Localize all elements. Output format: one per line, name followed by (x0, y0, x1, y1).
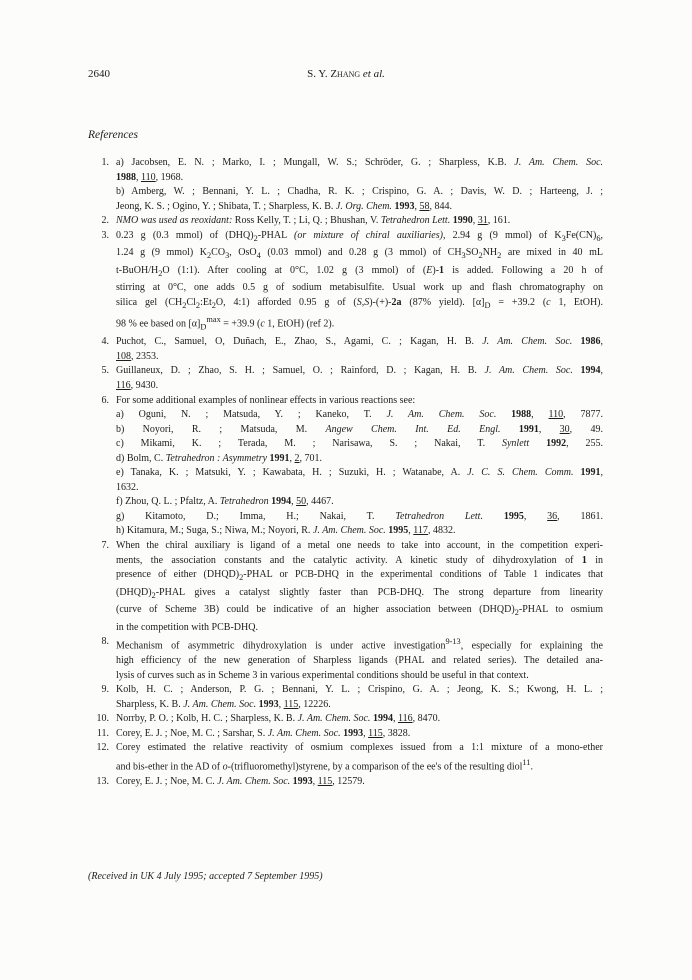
reference-line: $t-BuOH/H_2O$ (1:1). After cooling at 0°C, 1.02 g (3 mmol) of (E)-1 is added. Following a 20 h of (116, 264, 604, 278)
author-surname-small-caps: hang (337, 68, 361, 80)
reference-line: For some additional examples of nonlinear effects in various reactions see: (116, 394, 416, 406)
reference-line: d) Bolm, C. Tetrahedron : Asymmetry 1991, 2, 701. (116, 452, 323, 464)
reference-item (88, 335, 603, 364)
reference-number: 8. (101, 636, 109, 648)
reference-line: a) Jacobsen, E. N. ; Marko, I. ; Mungall, W. S.; Schröder, G. ; Sharpless, K.B. J. Am. Chem. Soc. (116, 157, 604, 168)
reference-line: NMO was used as reoxidant: Ross Kelly, T. ; Li, Q. ; Bhushan, V. Tetrahedron Lett. 1990, 31, 161. (116, 215, 511, 227)
reference-number: 12. (96, 742, 109, 754)
reference-item (88, 712, 603, 727)
reference-line: 1632. (116, 481, 139, 493)
reference-item (88, 775, 603, 790)
reference-number: 1. (101, 157, 109, 168)
reference-number: 5. (101, 365, 109, 377)
reference-line: a) Oguni, N. ; Matsuda, Y. ; Kaneko, T. J. Am. Chem. Soc. 1988, 110, 7877. (116, 409, 603, 421)
reference-line: Puchot, C., Samuel, O, Duñach, E., Zhao, S., Agami, C. ; Kagan, H. B. J. Am. Chem. Soc. 1986, (116, 336, 603, 348)
reference-line: (curve of Scheme 3B) could be indicative of an higher association between $(DHQD)_2$-PHAL to osmium (116, 604, 604, 618)
reference-line: c) Mikami, K. ; Terada, M. ; Narisawa, S. ; Nakai, T. Synlett 1992, 255. (116, 438, 604, 450)
reference-line: Norrby, P. O. ; Kolb, H. C. ; Sharpless, K. B. J. Am. Chem. Soc. 1994, 116, 8470. (116, 713, 441, 725)
reference-line: and bis-ether in the AD of o-(trifluoromethyl)styrene, by a comparison of the ee's of the resulting diol$^{11}$. (116, 757, 533, 773)
reference-number: 7. (101, 540, 109, 551)
reference-number: 10. (96, 713, 109, 725)
reference-line: stirring at 0°C, one adds 0.5 g of sodium metabisulfite. Usual work up and flash chromatography on (116, 282, 603, 294)
reference-item (88, 156, 603, 214)
reference-number: 4. (101, 336, 109, 348)
reference-item (88, 229, 603, 336)
reference-line: 98 % ee based on $[\alpha]_D^{max} = +39.9$ (c 1, EtOH) (ref 2). (116, 315, 335, 332)
reference-line: ments, the association constants and the catalytic activity. A kinetic study of dihydroxylation of 1 in (116, 554, 603, 566)
reference-line: Jeong, K. S. ; Ogino, Y. ; Shibata, T. ; Sharpless, K. B. J. Org. Chem. 1993, 58, 844. (116, 200, 452, 212)
reference-line: Mechanism of asymmetric dihydroxylation is under active investigation$^{9-13}$, especially for explaining the (116, 637, 603, 652)
author-initials: S. Y. Z (307, 68, 338, 80)
reference-line: h) Kitamura, M.; Suga, S.; Niwa, M.; Noyori, R. J. Am. Chem. Soc. 1995, 117, 4832. (116, 525, 456, 537)
reference-item (88, 364, 603, 393)
reference-line: Kolb, H. C. ; Anderson, P. G. ; Bennani, Y. L. ; Crispino, G. A. ; Jeong, K. S.; Kwong, H. L. ; (116, 684, 603, 696)
reference-number: 3. (101, 229, 109, 241)
reference-line: in the competition with PCB-DHQ. (116, 621, 258, 633)
section-title: References (88, 129, 139, 141)
reference-line: 108, 2353. (116, 350, 159, 362)
reference-line: $(DHQD)_2$-PHAL gives a catalyst slightly faster than PCB-DHQ. The strong departure from linearity (116, 586, 603, 600)
reference-line: presence of either $(DHQD)_2$-PHAL or PCB-DHQ in the experimental conditions of Table 1 indicates that (116, 569, 603, 583)
reference-item (88, 394, 603, 539)
reference-number: 2. (101, 215, 109, 227)
reference-line: silica gel ($CH_2Cl_2:Et_2O$, 4:1) afforded 0.95 g of (S,S)-(+)-2a (87% yield). $[\alpha]_D = +39.2$ (c 1, EtOH). (116, 296, 603, 310)
reference-item (88, 741, 603, 774)
reference-number: 6. (101, 394, 109, 406)
reference-item (88, 727, 603, 742)
reference-line: Corey estimated the relative reactivity of osmium complexes issued from a 1:1 mixture of a mono-ether (116, 742, 603, 754)
reference-line: e) Tanaka, K. ; Matsuki, Y. ; Kawabata, H. ; Suzuki, H. ; Watanabe, A. J. C. S. Chem. Comm. 1991, (116, 467, 603, 479)
reference-line: 116, 9430. (116, 379, 159, 391)
reference-line: 1988, 110, 1968. (116, 171, 184, 183)
reference-line: b) Amberg, W. ; Bennani, Y. L. ; Chadha, R. K. ; Crispino, G. A. ; Davis, W. D. ; Harteeng, J. ; (116, 186, 603, 198)
received-note: (Received in UK 4 July 1995; accepted 7 September 1995) (88, 871, 323, 882)
reference-line: Sharpless, K. B. J. Am. Chem. Soc. 1993, 115, 12226. (116, 698, 331, 710)
et-al: et al. (360, 68, 385, 80)
reference-line: b) Noyori, R. ; Matsuda, M. Angew Chem. Int. Ed. Engl. 1991, 30, 49. (116, 423, 604, 435)
reference-line: g) Kitamoto, D.; Imma, H.; Nakai, T. Tetrahedron Lett. 1995, 36, 1861. (116, 510, 603, 522)
running-header (0, 68, 692, 84)
reference-item (88, 635, 603, 683)
reference-line: When the chiral auxiliary is ligand of a metal one needs to take into account, in the competition experi- (116, 540, 603, 551)
reference-line: 0.23 g (0.3 mmol) of $(DHQ)_2$-PHAL (or mixture of chiral auxiliaries), 2.94 g (9 mmol) of $K_3Fe(CN)_6$, (116, 229, 604, 243)
reference-item (88, 683, 603, 712)
reference-line: high efficiency of the new generation of Sharpless ligands (PHAL and related series). The detailed ana- (116, 655, 603, 667)
running-title (0, 68, 692, 80)
reference-line: lysis of curves such as in Scheme 3 in various experimental conditions should be useful in that context. (116, 669, 529, 681)
reference-item (88, 539, 603, 635)
reference-number: 11. (96, 727, 109, 739)
reference-line: Guillaneux, D. ; Zhao, S. H. ; Samuel, O. ; Rainford, D. ; Kagan, H. B. J. Am. Chem. Soc. 1994, (116, 365, 604, 377)
reference-line: f) Zhou, Q. L. ; Pfaltz, A. Tetrahedron 1994, 50, 4467. (116, 496, 334, 508)
reference-line: 1.24 g (9 mmol) $K_2CO_3$, OsO$_4$ (0.03 mmol) and 0.28 g (3 mmol) of $CH_3SO_2NH_2$ are mixed in 40 mL (116, 247, 604, 261)
reference-item (88, 214, 603, 229)
page-number: 2640 (88, 68, 110, 80)
reference-number: 9. (101, 684, 109, 696)
reference-line: Corey, E. J. ; Noe, M. C. ; Sarshar, S. J. Am. Chem. Soc. 1993, 115, 3828. (116, 727, 411, 739)
reference-line: Corey, E. J. ; Noe, M. C. J. Am. Chem. Soc. 1993, 115, 12579. (116, 775, 365, 787)
reference-number: 13. (96, 775, 109, 787)
reference-list (88, 156, 603, 789)
